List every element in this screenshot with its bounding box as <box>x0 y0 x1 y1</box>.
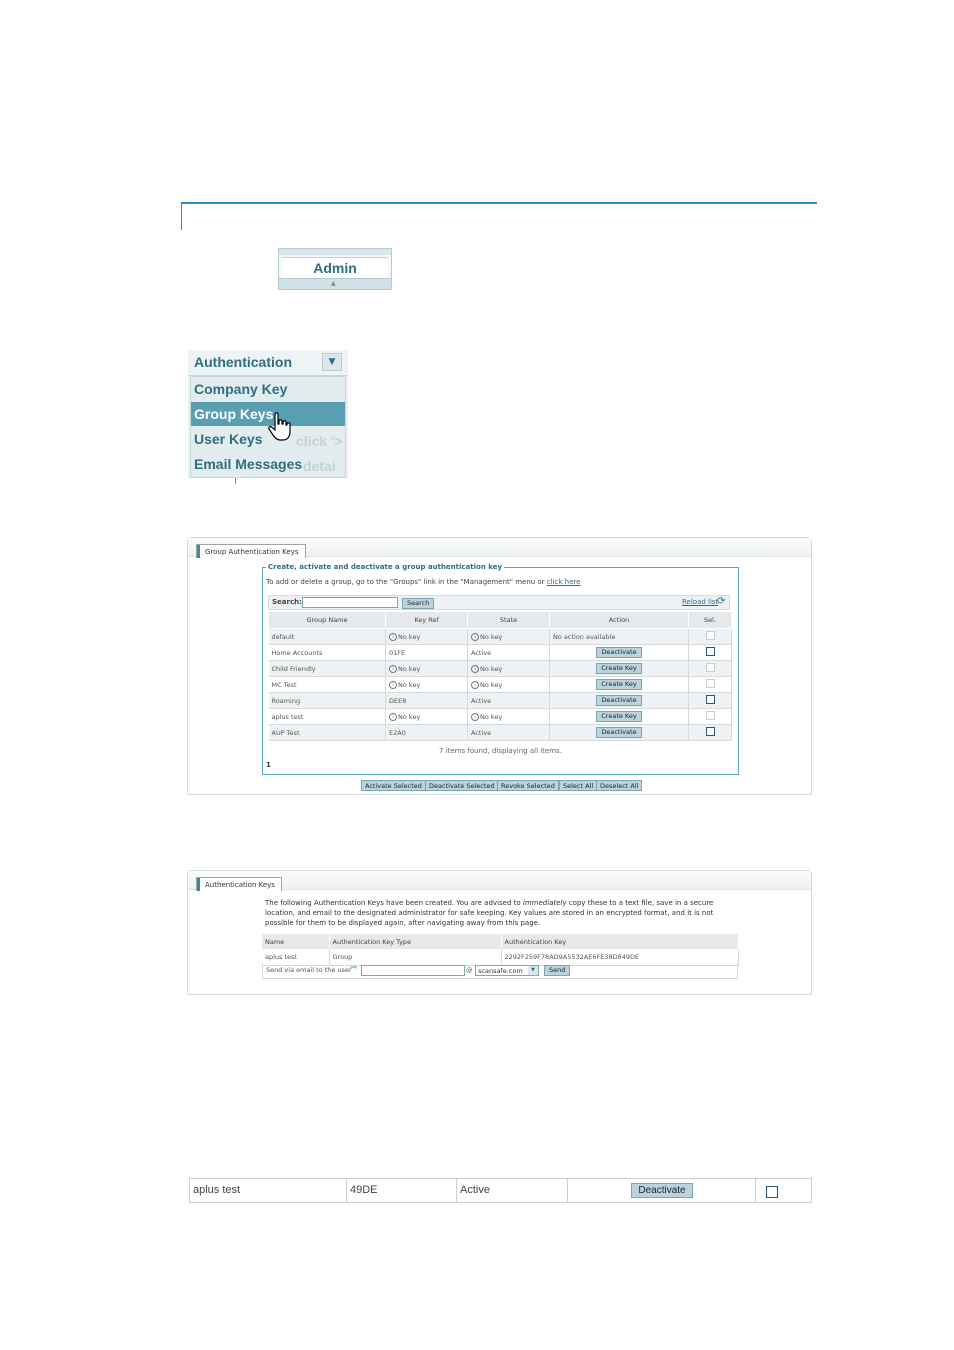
table-row <box>269 661 732 677</box>
email-domain-value: scansafe.com <box>478 967 523 975</box>
column-header: Key Ref <box>386 612 468 629</box>
info-icon: i <box>471 633 479 641</box>
authentication-menu-header[interactable] <box>188 350 348 376</box>
info-icon: i <box>389 681 397 689</box>
authentication-keys-panel <box>187 870 812 995</box>
row-select-checkbox <box>706 711 715 720</box>
table-row <box>269 709 732 725</box>
group-name-cell: Roaming <box>269 693 386 709</box>
deactivate-button[interactable]: Deactivate <box>596 727 641 738</box>
row-select-checkbox <box>706 663 715 672</box>
reload-icon[interactable]: ⟳ <box>717 596 726 607</box>
admin-tab-base <box>279 278 391 289</box>
intro-sentence: To add or delete a group, go to the "Groups" link in the "Management" menu or <box>266 578 545 586</box>
row-select-checkbox[interactable] <box>706 647 715 656</box>
table-row <box>269 645 732 661</box>
background-fragment: click '> <box>296 433 343 449</box>
deselect-all-button[interactable]: Deselect All <box>596 780 642 791</box>
key-ref-value: DEE8 <box>389 696 407 705</box>
select-cell <box>689 629 732 645</box>
create-key-button[interactable]: Create Key <box>596 679 641 690</box>
group-name-cell: aplus test <box>269 709 386 725</box>
row-select-checkbox <box>706 679 715 688</box>
table-row <box>269 693 732 709</box>
create-key-button[interactable]: Create Key <box>596 663 641 674</box>
column-header: Authentication Key Type <box>329 934 501 949</box>
hand-cursor-icon <box>268 412 292 442</box>
info-icon: i <box>389 633 397 641</box>
key-ref-cell <box>386 677 468 693</box>
email-domain-select[interactable] <box>475 965 539 976</box>
send-button[interactable]: Send <box>544 965 570 976</box>
deactivate-button[interactable]: Deactivate <box>596 647 641 658</box>
select-cell <box>689 693 732 709</box>
column-header: Action <box>550 612 689 629</box>
reload-list-link[interactable]: Reload list <box>682 598 719 606</box>
action-cell <box>550 645 689 661</box>
menu-item-email-messages[interactable]: Email Messages <box>194 456 303 472</box>
intro-text <box>266 578 580 586</box>
fieldset-legend: Create, activate and deactivate a group authentication key <box>268 563 503 571</box>
state-cell <box>468 645 550 661</box>
tab-group-authentication-keys[interactable]: Group Authentication Keys <box>196 544 306 558</box>
items-count-text: 7 items found, displaying all items. <box>439 747 562 755</box>
column-header: Authentication Key <box>501 934 738 949</box>
column-header: State <box>468 612 550 629</box>
info-icon: i <box>471 681 479 689</box>
key-name-cell: aplus test <box>262 949 329 966</box>
info-icon: i <box>389 713 397 721</box>
admin-tab-topbar <box>279 249 391 255</box>
activate-selected-button[interactable]: Activate Selected <box>361 780 426 791</box>
authentication-menu-title: Authentication <box>194 354 292 370</box>
state-value: No key <box>480 680 503 689</box>
key-ref-value: No key <box>398 632 421 641</box>
select-cell <box>689 661 732 677</box>
key-ref-cell <box>386 725 468 741</box>
create-key-button[interactable]: Create Key <box>596 711 641 722</box>
deactivate-selected-button[interactable]: Deactivate Selected <box>425 780 499 791</box>
select-cell <box>689 725 732 741</box>
key-ref-value: 01FE <box>389 648 406 657</box>
group-name-cell: AUP Test <box>269 725 386 741</box>
action-cell <box>550 693 689 709</box>
section-rule-tick <box>181 202 182 230</box>
row-select-checkbox[interactable] <box>766 1186 778 1198</box>
divider <box>235 478 236 484</box>
state-cell <box>468 629 550 645</box>
created-keys-table <box>262 934 739 966</box>
table-row <box>269 725 732 741</box>
email-row <box>262 963 738 979</box>
select-all-button[interactable]: Select All <box>559 780 597 791</box>
state-cell <box>468 709 550 725</box>
action-cell <box>550 661 689 677</box>
zoom-keyref-cell: 49DE <box>347 1179 457 1202</box>
search-input[interactable] <box>302 597 398 608</box>
state-cell <box>468 725 550 741</box>
key-ref-value: No key <box>398 680 421 689</box>
state-value: No key <box>480 632 503 641</box>
action-cell: No action available <box>550 629 689 645</box>
group-keys-table <box>268 611 732 741</box>
state-value: No key <box>480 664 503 673</box>
row-select-checkbox[interactable] <box>706 695 715 704</box>
key-ref-cell <box>386 629 468 645</box>
column-header: Sel. <box>689 612 732 629</box>
search-bar <box>268 595 730 610</box>
group-name-cell: default <box>269 629 386 645</box>
select-cell <box>689 709 732 725</box>
action-cell <box>550 677 689 693</box>
row-select-checkbox[interactable] <box>706 727 715 736</box>
key-ref-cell <box>386 645 468 661</box>
admin-tab-button[interactable] <box>278 248 392 290</box>
group-name-cell: Home Accounts <box>269 645 386 661</box>
info-icon: i <box>389 665 397 673</box>
select-cell <box>689 645 732 661</box>
deactivate-button[interactable]: Deactivate <box>631 1183 693 1198</box>
info-icon: i <box>471 665 479 673</box>
action-cell <box>550 725 689 741</box>
email-user-input[interactable] <box>361 965 465 976</box>
key-ref-value: No key <box>398 664 421 673</box>
menu-item-group-keys[interactable]: Group Keys <box>191 402 345 426</box>
menu-item-company-key[interactable]: Company Key <box>194 381 288 397</box>
caret-up-icon: ▲ <box>331 280 336 287</box>
section-rule <box>181 202 817 204</box>
key-notice-text: copy these to a text file, save in a secure location, and email to the designated administrator for safe keeping. Key values are stored in an encrypted format, and it is not possible for them to be displayed again, after navigating away from this page. <box>265 899 714 927</box>
table-row <box>269 629 732 645</box>
key-ref-cell <box>386 661 468 677</box>
at-sign: @ <box>466 966 473 974</box>
chevron-down-icon[interactable]: ▼ <box>528 966 538 975</box>
key-type-cell: Group <box>329 949 501 966</box>
group-name-cell: Child Friendly <box>269 661 386 677</box>
arrow-right-icon: ➡ <box>350 963 358 973</box>
revoke-selected-button[interactable]: Revoke Selected <box>497 780 559 791</box>
state-cell <box>468 661 550 677</box>
zoom-state-cell: Active <box>457 1179 568 1202</box>
key-ref-value: E2A0 <box>389 728 406 737</box>
zoom-name-cell: aplus test <box>190 1179 347 1202</box>
tab-authentication-keys[interactable]: Authentication Keys <box>196 877 282 891</box>
key-ref-value: No key <box>398 712 421 721</box>
state-value: Active <box>471 728 492 737</box>
select-cell <box>689 677 732 693</box>
key-notice <box>265 898 737 928</box>
group-name-cell: MC Test <box>269 677 386 693</box>
admin-tab-label: Admin <box>282 257 388 278</box>
info-icon: i <box>471 713 479 721</box>
row-select-checkbox <box>706 631 715 640</box>
deactivate-button[interactable]: Deactivate <box>596 695 641 706</box>
key-ref-cell <box>386 709 468 725</box>
table-header-row <box>269 612 732 629</box>
page-number[interactable]: 1 <box>266 761 271 769</box>
state-value: No key <box>480 712 503 721</box>
column-header: Name <box>262 934 329 949</box>
action-cell <box>550 709 689 725</box>
background-fragment: detai <box>303 458 336 474</box>
email-label: Send via email to the user <box>266 966 352 974</box>
search-label: Search: <box>272 598 302 606</box>
key-notice-emphasis: immediately <box>522 899 567 907</box>
search-button[interactable]: Search <box>402 598 434 609</box>
state-cell <box>468 693 550 709</box>
zoomed-table-row <box>189 1178 812 1203</box>
click-here-link[interactable]: click here <box>546 578 581 586</box>
key-notice-text: The following Authentication Keys have been created. You are advised to <box>265 899 523 907</box>
chevron-down-icon[interactable]: ▼ <box>322 353 342 371</box>
group-keys-panel <box>187 537 812 795</box>
state-cell <box>468 677 550 693</box>
state-value: Active <box>471 648 492 657</box>
key-ref-cell <box>386 693 468 709</box>
state-value: Active <box>471 696 492 705</box>
column-header: Group Name <box>269 612 386 629</box>
table-header-row <box>262 934 738 949</box>
table-row <box>269 677 732 693</box>
menu-item-user-keys[interactable]: User Keys <box>194 431 263 447</box>
key-value-cell: 2292F259F78AD9A5532AE6FE38D849DE <box>501 949 738 966</box>
